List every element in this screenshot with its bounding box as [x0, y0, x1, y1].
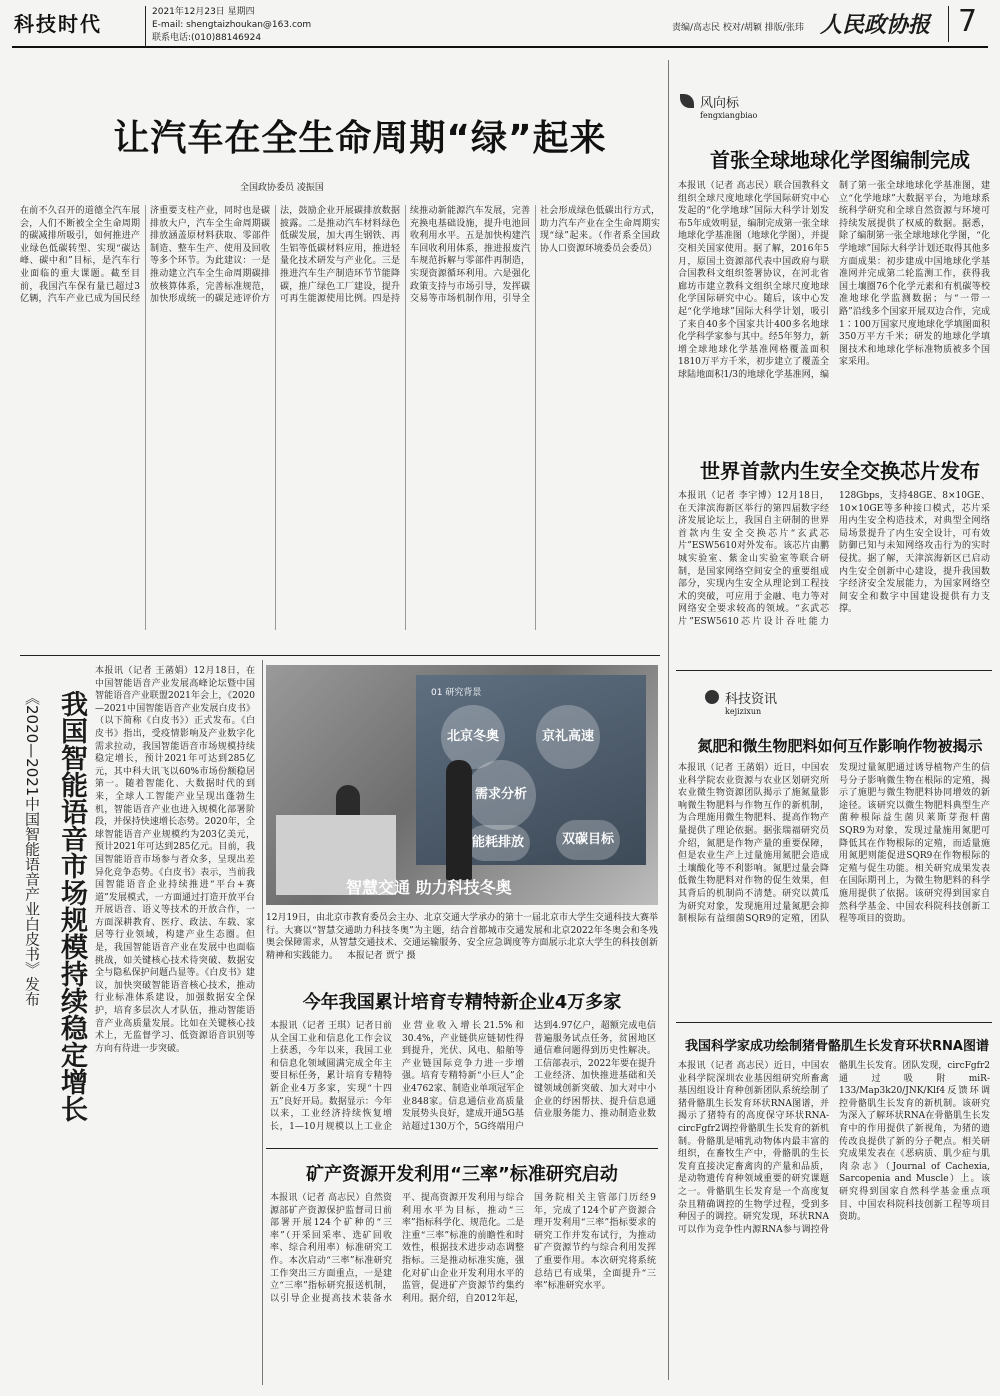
fengxiang-label-block	[680, 92, 757, 120]
header-contact	[152, 6, 311, 45]
contact-email[interactable]: E-mail: shengtaizhoukan@163.com	[152, 20, 312, 30]
page-number-divider	[948, 6, 949, 42]
photo-bubble-2: 需求分析	[466, 760, 536, 830]
tech-news-icon	[705, 690, 719, 704]
right-column-rule	[668, 60, 669, 1380]
map-story-body: 本报讯（记者 高志民）联合国教科文组织全球尺度地球化学国际研究中心发起的“化学地球”国际大科学计划发布5年成效明显，编制完成第一张全球地球化学基准图（地球化学图），并提交相关国家使用。据了解，2016年5月，原国土资源部代表中国政府与联合国教科文组织签署协议，在河北省廊坊市建立教科文组织全球尺度地球化学国际研究中心。随后，该中心发起“化学地球”国际大科学计划，吸引了来自40多个国家共计400多名地球化学科学家参与其中。经5年努力，新增全球地球化学基准网格覆盖面积1810万平方千米，初步建立了覆盖全球陆地面积1/3的地球化学基准网，编制了第一张全球地球化学基准图，建立“化学地球”大数据平台，为地球系统科学研究和全球自然资源与环境可持续发展提供了权威的数据。据悉，除了编制第一张全球地球化学图，“化学地球”国际大科学计划还取得其他多方面成果：初步建成中国地球化学基准网并完成第二轮监测工作，获得我国土壤圈76个化学元素和有机碳等校准地球化学监测数据；与“一带一路”沿线多个国家开展双边合作，完成1∶100万国家尺度地球化学填图面积350万平方千米；研发的地球化学填图技术和地球化学标准物质被多个国家采用。	[678, 181, 990, 380]
photo-bubble-0: 北京冬奥	[441, 705, 505, 769]
header-rule	[12, 46, 988, 48]
feature-body: 在前不久召开的道德全汽车展会，人们不断被全全生命周期的碳减排所吸引，如何推进产业绿色低碳转型、实现“碳达峰、碳中和”目标，是汽车行业面临的重大课题。截至目前，我国汽车保有量已超过3亿辆，汽车产业已成为国民经济重要支柱产业，同时也是碳排放大户，汽车全生命周期碳排放涵盖原材料获取、零部件制造、整车生产、使用及回收等多个环节。为此建议：一是推动建立汽车全生命周期碳排放核算体系，完善标准规范，加快形成统一的碳足迹评价方法，鼓励企业开展碳排放数据披露。二是推动汽车材料绿色低碳发展，加大再生钢铁、再生铝等低碳材料应用，推进轻量化技术研发与产业化。三是推进汽车生产制造环节节能降碳，推广绿色工厂建设，提升可再生能源使用比例。四是持续推动新能源汽车发展，完善充换电基础设施，提升电池回收利用水平。五是加快构建汽车回收利用体系，推进报废汽车规范拆解与零部件再制造，实现资源循环利用。六是强化政策支持与市场引导，发挥碳交易等市场机制作用，引导全社会形成绿色低碳出行方式，助力汽车产业在全生命周期实现“绿”起来。（作者系全国政协人口资源环境委员会委员）	[20, 206, 660, 305]
photo-caption	[266, 912, 658, 962]
chip-story-title: 世界首款内生安全交换芯片发布	[700, 459, 980, 483]
feature-title: 让汽车在全生命周期“绿”起来	[113, 118, 607, 159]
fertilizer-story-bottom-rule	[676, 1022, 992, 1023]
contact-phone: 联系电话:(010)88146924	[152, 33, 262, 43]
voice-story-subtitle: 《2020—2021中国智能语音产业白皮书》发布	[23, 690, 41, 1007]
voice-story-title: 我国智能语音市场规模持续稳定增长	[56, 690, 87, 1122]
keji-pinyin: kejizixun	[725, 707, 762, 716]
sme-story-body: 本报讯（记者 王琪）记者日前从全国工业和信息化工作会议上获悉，今年以来，我国工业和信息化领域圆满完成全年主要目标任务，累计培育专精特新企业4万多家，实现“十四五”良好开局。数据显示：今年以来，工业经济持续恢复增长，1—10月规模以上工业企业营业收入增长21.5%和30.4%，产业链供应链韧性得到提升，光伏、风电、船舶等产业链国际竞争力进一步增强。培育专精特新“小巨人”企业4762家、制造业单项冠军企业848家。信息通信业高质量发展势头良好，建成开通5G基站超过130万个，5G终端用户达到4.97亿户，超额完成电信普遍服务试点任务，贫困地区通信难问题得到历史性解决。工信部表示，2022年要在提升工业经济、加快推进基础和关键领域创新突破、加大对中小企业的纾困帮扶、提升信息通信业服务能力、推动制造业数	[270, 1021, 656, 1132]
slide-title: 01 研究背景	[431, 688, 482, 698]
voice-story-body: 本报讯（记者 王菡娟）12月18日，在中国智能语音产业发展高峰论坛暨中国智能语音产业联盟2021年会上，《2020—2021中国智能语音产业发展白皮书》（以下简称《白皮书》）正式发布。《白皮书》指出，受疫情影响及产业数字化需求拉动，我国智能语音市场规模持续稳定增长，预计2021年可达到285亿元，其中科大讯飞以60%市场份额稳居第一。随着智能化、大数据时代的到来，全球人工智能产业呈现出蓬勃生机，智能语音产业也进入规模化部署阶段，并保持快速增长态势。2020年，全球智能语音产业规模约为203亿美元，预计2021年可达到285亿元。目前，我国智能语音市场参与者众多，呈现出差异化竞争态势。《白皮书》表示，当前我国智能语音企业持续推进“平台+赛道”发展模式，一方面通过打造开放平台开展语音、语义等技术的开放合作，一方面深耕教育、医疗、政法、车载、家居等行业领域，构建产业生态圈。但是，我国智能语音产业在发展中也面临挑战，如关键核心技术待突破、数据安全与隐私保护问题凸显等。《白皮书》建议，加快突破智能语音核心技术，推动行业标准体系建设，加强数据安全保护，培育多层次人才队伍，推动智能语音产业高质量发展。比如在关键核心技术上，无监督学习、低资源语音识别等方向有待进一步突破。	[95, 666, 255, 1054]
fertilizer-story-title: 氮肥和微生物肥料如何互作影响作物被揭示	[697, 737, 983, 755]
page-number: 7	[958, 4, 978, 39]
header-divider	[145, 6, 146, 46]
mineral-story-body: 本报讯（记者 高志民）自然资源部矿产资源保护监督司日前部署开展124个矿种的“三率”（开采回采率、选矿回收率、综合利用率）标准研究工作。本次启动“三率”标准研究工作突出三方面重点，一是建立“三率”指标研究报送机制，以引导企业提高技术装备水平、提高资源开发利用与综合利用水平为目标，推动“三率”指标科学化、规范化。二是注重“三率”标准的前瞻性和时效性，根据技术进步动态调整指标。三是推动标准实施，强化对矿山企业开发利用水平的监管，促进矿产资源节约集约利用。据介绍，自2012年起，国务院相关主管部门历经9年，完成了124个矿产资源合理开发利用“三率”指标要求的研究工作并发布试行，为推动矿产资源节约与综合利用发挥了重要作用。本次研究将系统总结已有成果，全面提升“三率”标准研究水平。	[270, 1193, 656, 1304]
masthead-logo: 人民政协报	[820, 12, 931, 38]
mineral-story-title: 矿产资源开发利用“三率”标准研究启动	[306, 1164, 618, 1185]
feature-byline: 全国政协委员 凌振国	[240, 183, 324, 193]
rna-story-body: 本报讯（记者 高志民）近日，中国农业科学院深圳农业基因组研究所畜禽基因组设计育种创新团队系统绘制了猪骨骼肌生长发育环状RNA图谱，并揭示了猪特有的高度保守环状RNA-circFgfr2调控骨骼肌生长发育的新机制。骨骼肌是哺乳动物体内最丰富的组织，在畜牧生产中，骨骼肌的生长发育直接决定畜禽肉的产量和品质，是动物遗传育种领域重要的研究课题之一。骨骼肌生长发育是一个高度复杂且精确调控的生物学过程，受到多种因子的调控。研究发现，环状RNA可以作为竞争性内源RNA参与调控骨骼肌生长发育。团队发现，circFgfr2通过吸附miR-133/Map3k20/JNK/Klf4反馈环调控骨骼肌生长发育的新机制。该研究为深入了解环状RNA在骨骼肌生长发育中的作用提供了新视角，为猪的遗传改良提供了新的分子靶点。相关研究成果发表在《恶病质、肌少症与肌肉杂志》（Journal of Cachexia, Sarcopenia and Muscle）上。该研究得到国家自然科学基金重点项目、中国农科院科技创新工程等项目资助。	[678, 1061, 990, 1235]
fengxiang-pinyin: fengxiangbiao	[700, 111, 758, 120]
section-title: 科技时代	[14, 12, 102, 36]
fertilizer-story-body: 本报讯（记者 王菡娟）近日，中国农业科学院农业资源与农业区划研究所农业微生物资源团队揭示了施氮量影响微生物肥料与作物互作的新机制，为合理施用微生物肥料、提高作物产量提供了理论依据。据张瑞福研究员介绍，氮肥是作物产量的重要保障，但是农业生产上过量施用氮肥会造成土壤酸化等不利影响。氮肥过量会降低微生物肥料对作物的促生效果，但其背后的机制尚不清楚。研究以黄瓜为研究对象，发现施用过量氮肥会抑制根际有益细菌SQR9的定殖，团队发现过量氮肥通过诱导植物产生的信号分子影响微生物在根际的定殖，揭示了施肥与微生物肥料协同增效的新途径。该研究以微生物肥料典型生产菌种根际益生菌贝莱斯芽孢杆菌SQR9为对象，发现过量施用氮肥可降低其在作物根际的定殖，而适量施用氮肥则能促进SQR9在作物根际的定殖与促生功能。相关研究成果发表在国际期刊上，为微生物肥料的科学施用提供了依据。该研究得到国家自然科学基金、中国农科院科技创新工程等项目的资助。	[678, 763, 990, 925]
map-story-title: 首张全球地球化学图编制完成	[710, 148, 970, 172]
chip-story-bottom-rule	[676, 670, 992, 671]
speaker-figure	[446, 760, 472, 880]
issue-date: 2021年12月23日 星期四	[152, 7, 255, 17]
photo-credit: 本报记者 贾宁 摄	[346, 950, 416, 961]
photo-bubble-4: 双碳目标	[556, 820, 620, 860]
chip-story-body: 本报讯（记者 李宇博）12月18日，在天津滨海新区举行的第四届数字经济发展论坛上，我国自主研制的世界首款内生安全交换芯片“玄武芯片”ESW5610对外发布。该芯片由鹏城实验室、紫金山实验室等联合研制，是国家网络空间安全的重要组成部分，实现内生安全从理论到工程技术的突破，可应用于金融、电力等对网络安全要求较高的领域。“玄武芯片”ESW5610芯片设计吞吐能力128Gbps，支持48GE、8×10GE、10×10GE等多种接口模式，芯片采用内生安全构造技术，对典型全网络局场景提升了内生安全设计，可有效防御已知与未知网络攻击行为的实时侵扰。据了解，天津滨海新区已启动内生安全创新中心建设，提升我国数字经济安全发展能力，为国家网络空间安全和数字中国建设提供有力支撑。	[678, 491, 990, 627]
wind-vane-icon	[680, 94, 694, 108]
sme-story-title: 今年我国累计培育专精特新企业4万多家	[302, 992, 622, 1013]
editor-credits: 责编/高志民 校对/胡颖 排版/张玮	[672, 23, 804, 33]
rna-story-title: 我国科学家成功绘制猪骨骼肌生长发育环状RNA图谱	[685, 1039, 989, 1054]
feature-bottom-rule	[20, 655, 660, 656]
photo-caption-text: 12月19日，由北京市教育委员会主办、北京交通大学承办的第十一届北京市大学生交通科技大赛举行。大赛以“智慧交通助力科技冬奥”为主题，结合首都城市交通发展和北京2022年冬奥会和冬残奥会保障需求，从智慧交通技术、交通运输服务、安全应急调度等方面展示北京大学生的科技创新精神和实践能力。	[266, 913, 658, 961]
photo-overlay-caption: 智慧交通 助力科技冬奥	[346, 878, 512, 897]
keji-label: 科技资讯	[725, 692, 778, 707]
keji-label-block	[705, 688, 777, 716]
voice-story-rule	[262, 660, 263, 1385]
sme-story-bottom-rule	[266, 1148, 658, 1149]
fengxiang-label: 风向标	[700, 96, 740, 111]
photo-bubble-1: 京礼高速	[536, 705, 600, 769]
news-photo	[266, 665, 658, 905]
photo-bubble-3: 能耗排放	[466, 825, 530, 861]
